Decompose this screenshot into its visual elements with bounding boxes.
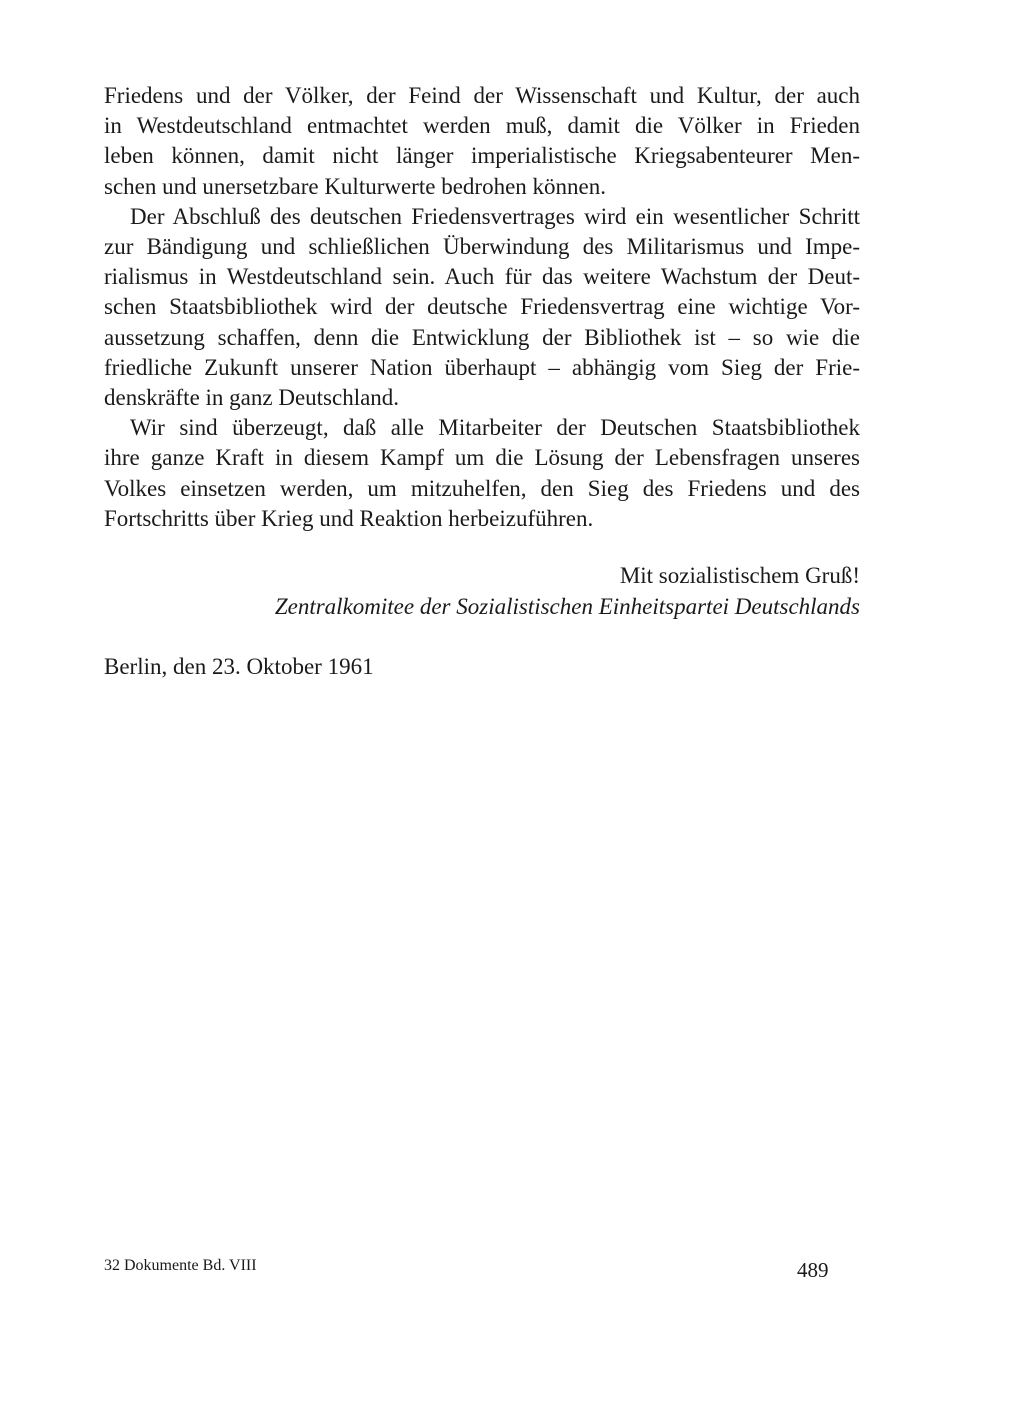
text-line: Fortschritts über Krieg und Reaktion herbeizuführen. [104,505,594,531]
text-line: Wir sind überzeugt, daß alle Mitarbeiter der Deutschen Staatsbibliothek [130,415,860,441]
text-line: schen und unersetzbare Kulturwerte bedrohen können. [104,173,606,199]
text-line: Der Abschluß des deutschen Friedensvertrages wird ein wesentlicher Schritt [130,203,860,229]
letter-body [104,81,860,534]
page-number: 489 [797,1258,829,1282]
text-line: leben können, damit nicht länger imperialistische Kriegsabenteurer Men- [104,143,860,169]
closing-salutation: Mit sozialistischem Gruß! [619,563,860,588]
text-line: aussetzung schaffen, denn die Entwicklung der Bibliothek ist – so wie die [104,324,860,350]
paragraph-1 [104,81,860,202]
text-line: denskräfte in ganz Deutschland. [104,385,400,411]
text-line: schen Staatsbibliothek wird der deutsche Friedensvertrag eine wichtige Vor- [104,294,860,320]
text-line: Friedens und der Völker, der Feind der Wissenschaft und Kultur, der auch [104,83,860,108]
paragraph-2 [104,202,860,413]
footer-signature-mark: 32 Dokumente Bd. VIII [104,1257,257,1274]
text-line: ihre ganze Kraft in diesem Kampf um die Lösung der Lebensfragen unseres [104,445,860,471]
text-line: in Westdeutschland entmachtet werden muß, damit die Völker in Frieden [104,113,860,139]
text-line: Volkes einsetzen werden, um mitzuhelfen, den Sieg des Friedens und des [104,475,860,501]
text-line: zur Bändigung und schließlichen Überwindung des Militarismus und Impe- [104,234,860,260]
text-line: friedliche Zukunft unserer Nation überhaupt – abhängig vom Sieg der Frie- [104,354,860,380]
text-line: rialismus in Westdeutschland sein. Auch für das weitere Wachstum der Deut- [104,264,860,290]
paragraph-3 [104,413,860,534]
dateline: Berlin, den 23. Oktober 1961 [104,654,374,679]
signature-line: Zentralkomitee der Sozialistischen Einheitspartei Deutschlands [274,594,860,619]
